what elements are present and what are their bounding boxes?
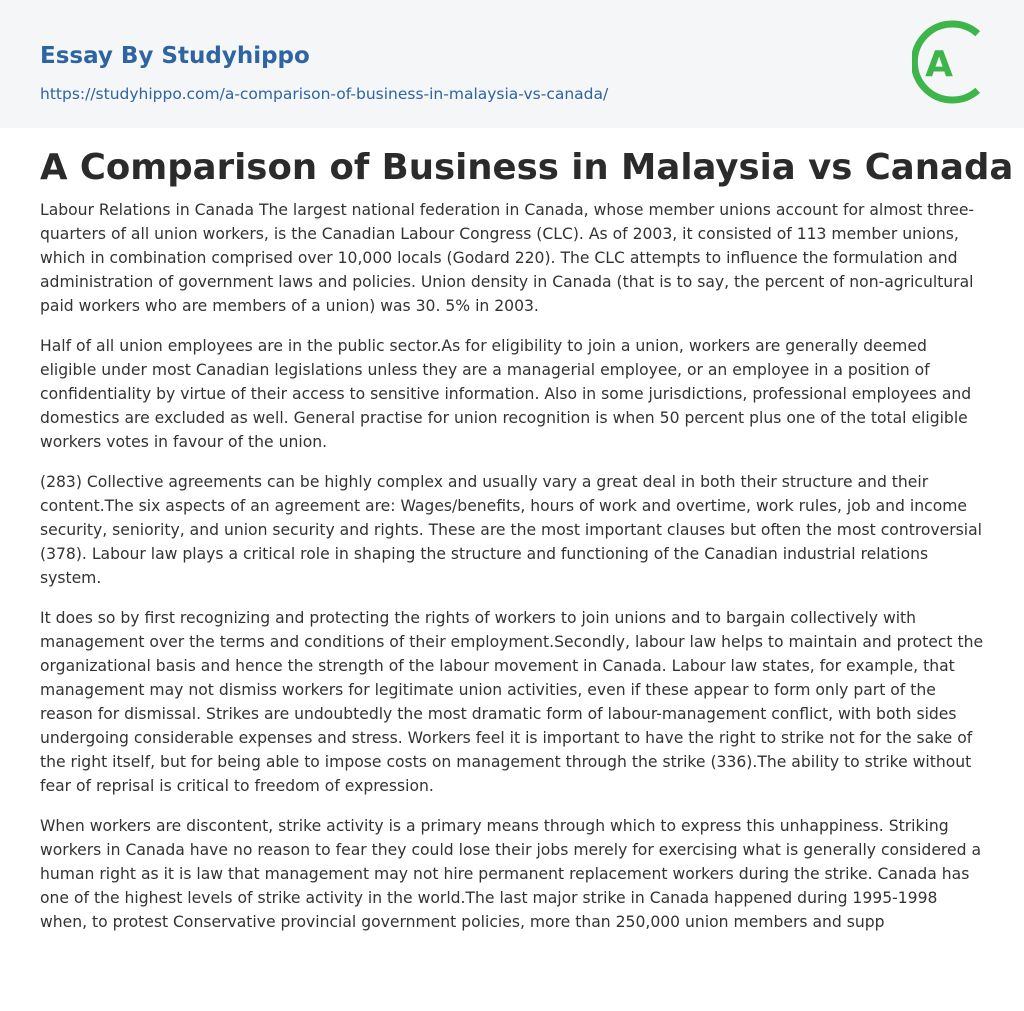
site-header bbox=[0, 0, 1024, 128]
article-title: A Comparison of Business in Malaysia vs Canada bbox=[40, 147, 1014, 188]
article-paragraph: Half of all union employees are in the public sector.As for eligibility to join a union, workers are generally deemed eligible under most Canadian legislations unless they are a managerial employee, or an employee in a position of confidentiality by virtue of their access to sensitive information. Also in some jurisdictions, professional employees and domestics are excluded as well. General practise for union recognition is when 50 percent plus one of the total eligible workers votes in favour of the union. bbox=[40, 337, 972, 451]
article-paragraph: When workers are discontent, strike activity is a primary means through which to express this unhappiness. Striking workers in Canada have no reason to fear they could lose their jobs merely for exercising what is generally considered a human right as it is law that management may not hire permanent replacement workers during the strike. Canada has one of the highest levels of strike activity in the world.The last major strike in Canada happened during 1995-1998 when, to protest Conservative provincial government policies, more than 250,000 union members and supp bbox=[40, 817, 981, 931]
article-paragraph: Labour Relations in Canada The largest national federation in Canada, whose member unions account for almost three-quarters of all union workers, is the Canadian Labour Congress (CLC). As of 2003, it consisted of 113 member unions, which in combination comprised over 10,000 locals (Godard 220). The CLC attempts to influence the formulation and administration of government laws and policies. Union density in Canada (that is to say, the percent of non-agricultural paid workers who are members of a union) was 30. 5% in 2003. bbox=[40, 201, 975, 315]
article-paragraph: It does so by first recognizing and protecting the rights of workers to join unions and to bargain collectively with management over the terms and conditions of their employment.Secondly, labour law helps to maintain and protect the organizational basis and hence the strength of the labour movement in Canada. Labour law states, for example, that management may not dismiss workers for legitimate union activities, even if these appear to form only part of the reason for dismissal. Strikes are undoubtedly the most dramatic form of labour-management conflict, with both sides undergoing considerable expenses and stress. Workers feel it is important to have the right to strike not for the sake of the right itself, but for being able to impose costs on management through the strike (336).The ability to strike without fear of reprisal is critical to freedom of expression. bbox=[40, 609, 984, 795]
article-paragraph: (283) Collective agreements can be highly complex and usually vary a great deal in both their structure and their content.The six aspects of an agreement are: Wages/benefits, hours of work and overtime, work rules, job and income security, seniority, and union security and rights. These are the most important clauses but often the most controversial (378). Labour law plays a critical role in shaping the structure and functioning of the Canadian industrial relations system. bbox=[40, 473, 983, 587]
logo-letter: A bbox=[925, 44, 953, 85]
studyhippo-logo-icon[interactable] bbox=[912, 18, 988, 106]
essay-url-link[interactable]: https://studyhippo.com/a-comparison-of-business-in-malaysia-vs-canada/ bbox=[40, 85, 609, 103]
site-brand[interactable]: Essay By Studyhippo bbox=[40, 43, 310, 69]
